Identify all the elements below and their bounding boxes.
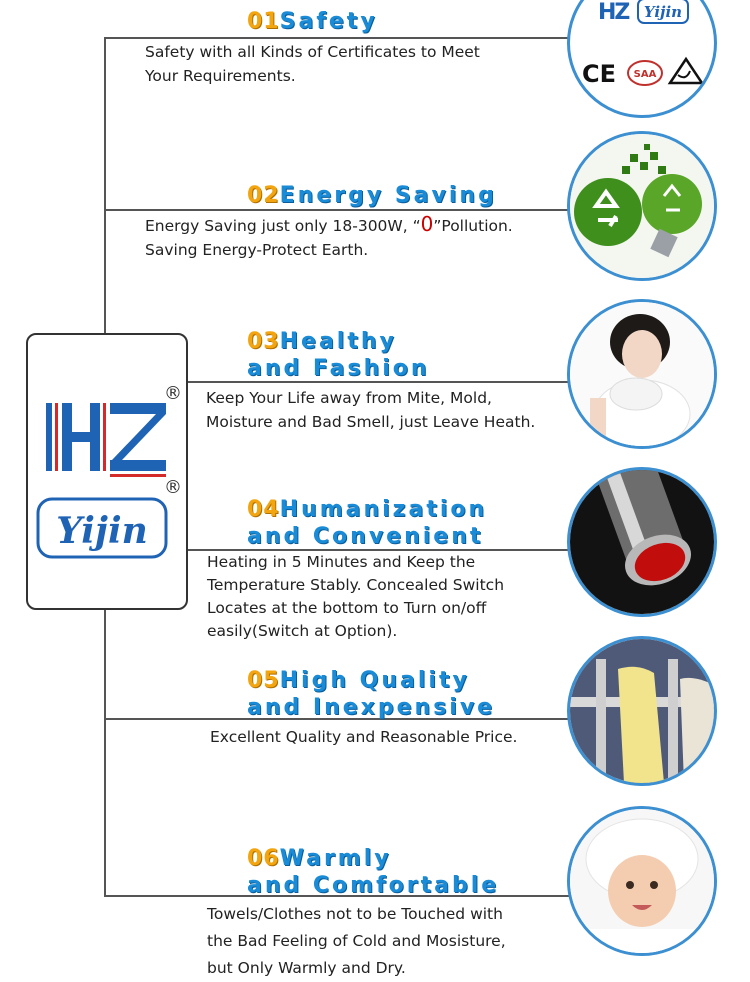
feature-04-desc-line: easily(Switch at Option). xyxy=(207,622,398,640)
feature-06-title-text: Warmly xyxy=(279,846,392,871)
feature-02-desc-line xyxy=(145,212,513,238)
feature-03-title xyxy=(247,328,430,382)
feature-03-title-line2: and Fashion xyxy=(247,356,430,381)
svg-text:SAA: SAA xyxy=(633,69,657,80)
feature-06-desc-line: the Bad Feeling of Cold and Mosisture, xyxy=(207,932,506,950)
feature-03-desc-line: Moisture and Bad Smell, just Leave Heath. xyxy=(206,413,536,431)
hz-logo xyxy=(26,333,188,610)
feature-01-desc-line: Safety with all Kinds of Certificates to Meet xyxy=(145,43,480,61)
feature-01-number: 01 xyxy=(247,9,280,34)
svg-text:Yijin: Yijin xyxy=(56,510,148,552)
certificates-badge xyxy=(567,0,717,118)
divider-01 xyxy=(104,37,570,39)
feature-05-title-line2: and Inexpensive xyxy=(247,695,496,720)
towel-rail-icon xyxy=(570,639,714,783)
feature-02-desc-prefix: Energy Saving just only 18-300W, “ xyxy=(145,217,421,235)
feature-02-desc xyxy=(145,212,513,262)
baby-icon xyxy=(570,809,714,953)
feature-04-title-line2: and Convenient xyxy=(247,524,484,549)
zero-pollution-mark: 0 xyxy=(420,212,434,236)
feature-05-desc xyxy=(210,725,517,749)
feature-03-desc xyxy=(206,386,535,434)
switch-closeup-image xyxy=(567,467,717,617)
svg-text:Yijin: Yijin xyxy=(643,3,683,21)
feature-04-desc-line: Locates at the bottom to Turn on/off xyxy=(207,599,487,617)
feature-06-desc-line: but Only Warmly and Dry. xyxy=(207,959,406,977)
feature-03-title-text: Healthy xyxy=(279,329,397,354)
feature-04-title xyxy=(247,496,487,550)
feature-06-desc xyxy=(207,901,506,982)
feature-01-desc xyxy=(145,40,480,88)
registered-mark-2: ® xyxy=(164,477,182,498)
feature-01-desc-line: Your Requirements. xyxy=(145,67,296,85)
certificate-logos xyxy=(570,0,714,115)
feature-02-title xyxy=(247,182,497,209)
feature-01-title-text: Safety xyxy=(279,9,378,34)
feature-06-desc-line: Towels/Clothes not to be Touched with xyxy=(207,905,503,923)
feature-02-desc-suffix: ”Pollution. xyxy=(433,217,513,235)
feature-05-number: 05 xyxy=(247,668,280,693)
feature-04-number: 04 xyxy=(247,497,280,522)
baby-towel-image xyxy=(567,806,717,956)
feature-06-title-line2: and Comfortable xyxy=(247,873,500,898)
feature-04-title-text: Humanization xyxy=(279,497,488,522)
energy-bulb-image xyxy=(567,131,717,281)
feature-02-number: 02 xyxy=(247,183,280,208)
feature-01-title xyxy=(247,8,378,35)
feature-03-desc-line: Keep Your Life away from Mite, Mold, xyxy=(206,389,492,407)
brand-logo-card xyxy=(26,333,188,610)
feature-05-title xyxy=(247,667,495,721)
feature-02-title-text: Energy Saving xyxy=(279,183,497,208)
green-bulb-icon xyxy=(570,134,714,278)
towel-rail-image xyxy=(567,636,717,786)
feature-04-desc-line: Heating in 5 Minutes and Keep the xyxy=(207,553,476,571)
registered-mark-1: ® xyxy=(164,383,182,404)
divider-02 xyxy=(104,209,570,211)
feature-03-number: 03 xyxy=(247,329,280,354)
red-switch-icon xyxy=(570,470,714,614)
feature-06-title xyxy=(247,845,499,899)
svg-text:HZ: HZ xyxy=(598,0,629,25)
feature-02-desc-line: Saving Energy-Protect Earth. xyxy=(145,241,369,259)
feature-06-number: 06 xyxy=(247,846,280,871)
timeline-vertical-top xyxy=(104,37,106,333)
feature-05-desc-line: Excellent Quality and Reasonable Price. xyxy=(210,728,518,746)
woman-icon xyxy=(570,302,714,446)
feature-04-desc xyxy=(207,551,504,643)
feature-05-title-text: High Quality xyxy=(279,668,470,693)
timeline-vertical-bottom xyxy=(104,610,106,896)
svg-text:CE: CE xyxy=(582,60,617,88)
woman-towel-image xyxy=(567,299,717,449)
feature-04-desc-line: Temperature Stably. Concealed Switch xyxy=(207,576,505,594)
